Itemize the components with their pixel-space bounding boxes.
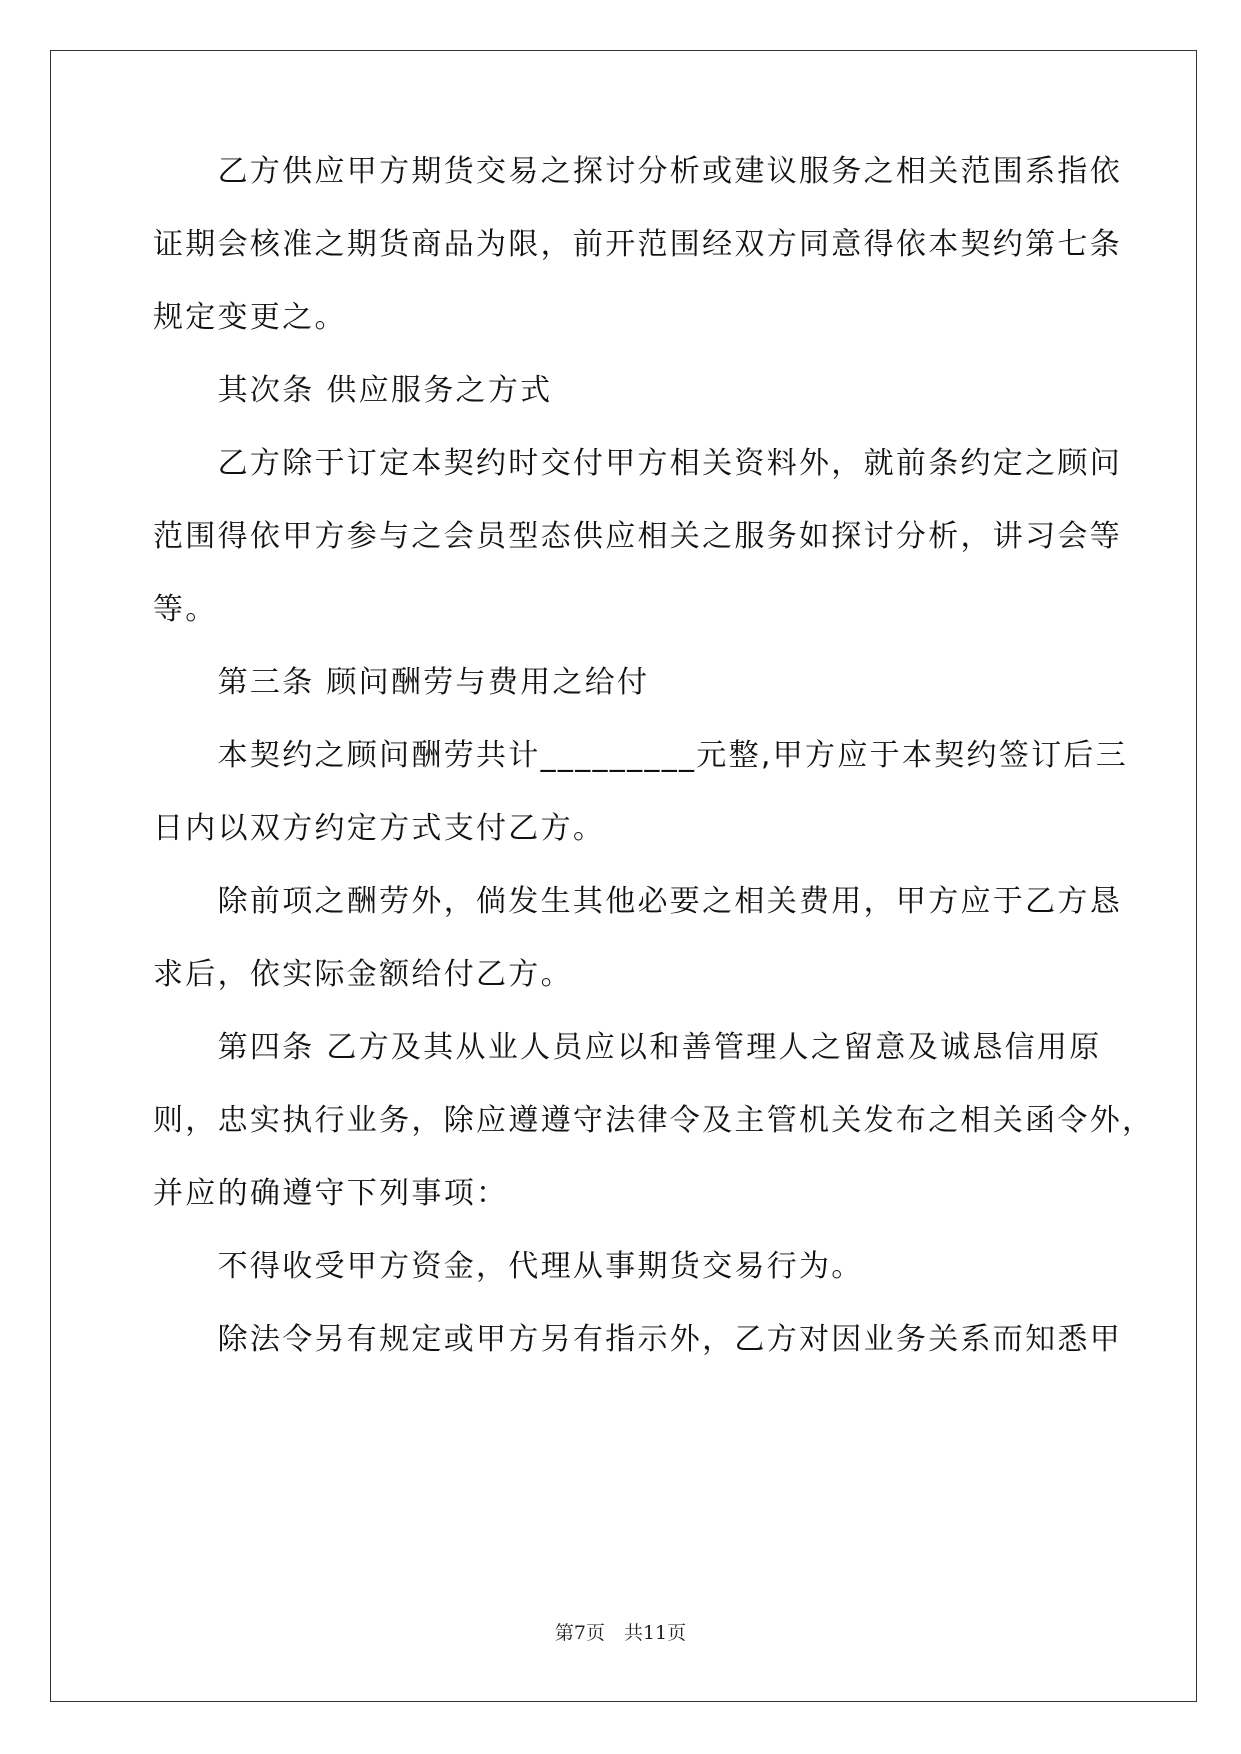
section-heading: 其次条 供应服务之方式 <box>153 373 553 408</box>
text-line: 规定变更之。 <box>153 300 347 335</box>
text-line: 求后，依实际金额给付乙方。 <box>153 957 573 992</box>
text-line: 除前项之酬劳外，倘发生其他必要之相关费用，甲方应于乙方恳 <box>153 884 1122 919</box>
section-heading: 第三条 顾问酬劳与费用之给付 <box>153 665 650 700</box>
page-number-footer: 第7页 共11页 <box>554 1622 687 1644</box>
text-line: 范围得依甲方参与之会员型态供应相关之服务如探讨分析，讲习会等 <box>153 519 1122 554</box>
text-line: 日内以双方约定方式支付乙方。 <box>153 811 606 846</box>
text-line: 除法令另有规定或甲方另有指示外，乙方对因业务关系而知悉甲 <box>153 1322 1122 1357</box>
text-line: 等。 <box>153 592 218 627</box>
text-line: 则，忠实执行业务，除应遵遵守法律令及主管机关发布之相关函令外， <box>153 1103 1155 1138</box>
text-line: 乙方供应甲方期货交易之探讨分析或建议服务之相关范围系指依 <box>153 154 1122 189</box>
text-line: 不得收受甲方资金，代理从事期货交易行为。 <box>153 1249 864 1284</box>
text-line: 乙方除于订定本契约时交付甲方相关资料外，就前条约定之顾问 <box>153 446 1122 481</box>
text-line: 本契约之顾问酬劳共计_________元整,甲方应于本契约签订后三 <box>153 738 1129 773</box>
text-line: 证期会核准之期货商品为限，前开范围经双方同意得依本契约第七条 <box>153 227 1122 262</box>
text-line: 并应的确遵守下列事项： <box>153 1176 509 1211</box>
section-heading: 第四条 乙方及其从业人员应以和善管理人之留意及诚恳信用原 <box>153 1030 1102 1065</box>
